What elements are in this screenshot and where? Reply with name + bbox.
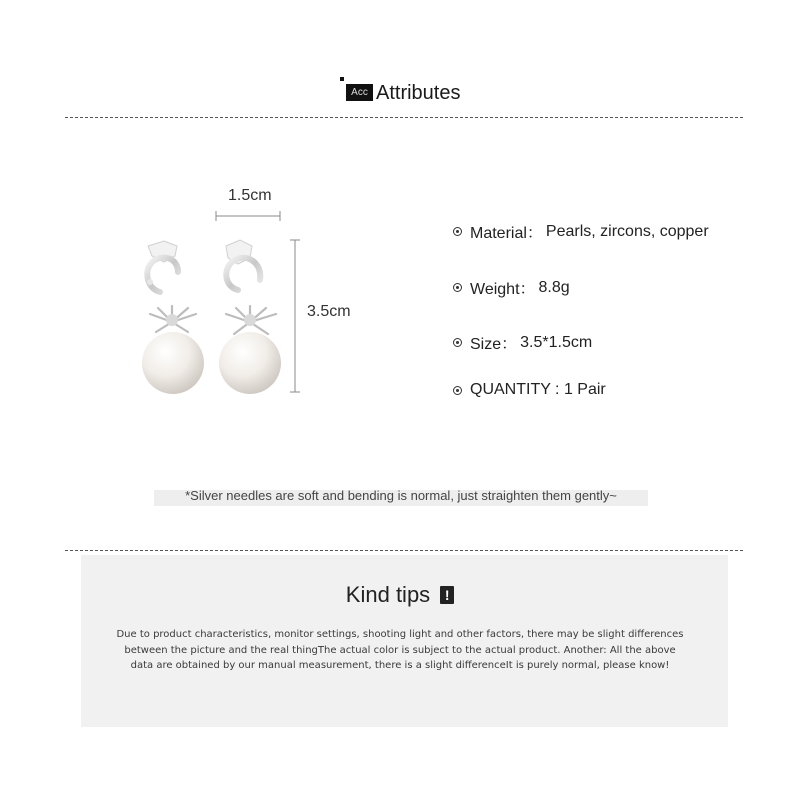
left-earring [142,241,204,394]
divider-top [65,117,743,118]
kind-tips-title: Kind tips [345,582,431,607]
width-dimension-label: 1.5cm [228,187,272,204]
alert-icon: ! [440,586,454,604]
bullet-icon [453,386,462,395]
header-badge: Acc [346,84,373,101]
bullet-icon [453,283,462,292]
spec-label: Size： [470,336,518,353]
spec-label: Material： [470,225,543,242]
spec-value: Pearls, zircons, copper [545,222,709,240]
spec-weight-row [453,276,570,299]
spec-quantity-row [453,381,606,399]
spec-value: 1 Pair [563,381,606,398]
right-earring [219,240,281,394]
earrings-product-image [130,200,310,400]
width-dimension-line [216,211,280,221]
height-dimension-label: 3.5cm [307,303,351,320]
divider-middle [65,550,743,551]
spec-value: 3.5*1.5cm [520,333,593,351]
care-note: *Silver needles are soft and bending is normal, just straighten them gently~ [185,488,617,503]
bullet-icon [453,338,462,347]
spec-label: QUANTITY : [470,381,564,398]
header-dot-decoration [340,77,344,81]
spec-size-row [453,331,592,354]
spec-value: 8.8g [538,278,570,296]
kind-tips-heading [0,580,800,610]
spec-label: Weight： [470,281,536,298]
kind-tips-body: Due to product characteristics, monitor settings, shooting light and other factors, there may be slight differences between the picture and the real thingThe actual color is subject to the actual product. Another: All the above data are obtained by our manual measurement, there is a slight differenceIt is purely normal, please know! [116,629,684,671]
spec-material-row [453,220,709,243]
section-title: Attributes [376,82,461,104]
height-dimension-line [290,240,300,392]
bullet-icon [453,227,462,236]
